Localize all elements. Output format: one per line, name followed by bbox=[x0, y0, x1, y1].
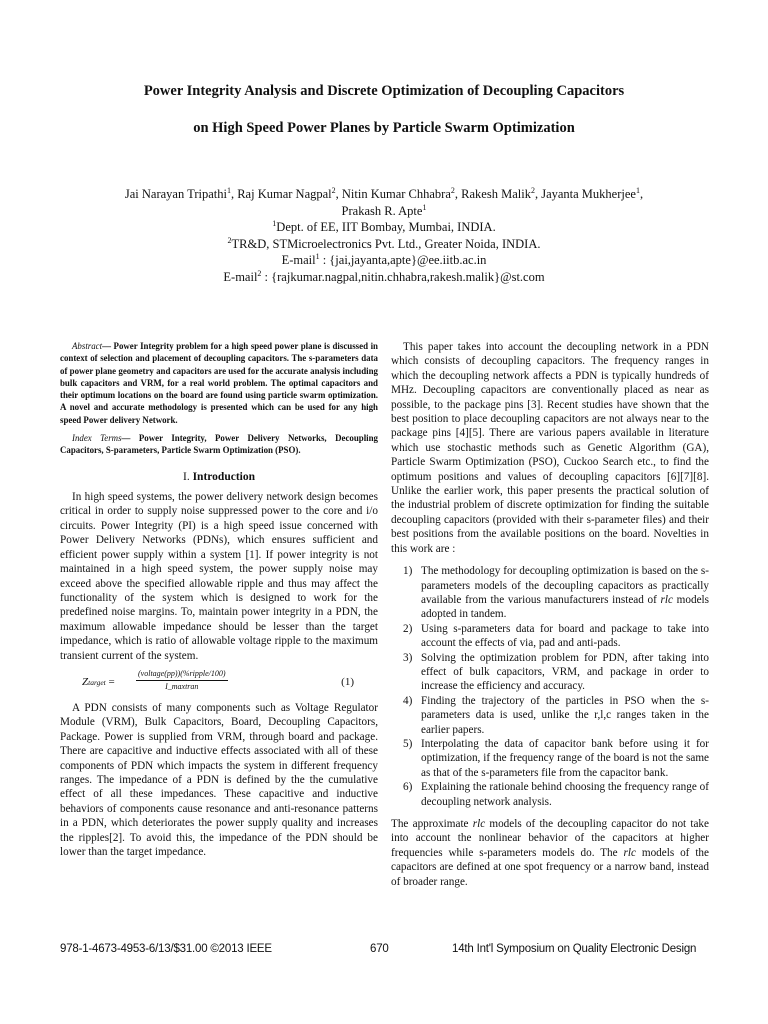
list-item: 4) Finding the trajectory of the particles in PSO when the s-parameters data is used, unlike the r,l,c ranges taken in the earlier papers. bbox=[403, 694, 709, 736]
author-list-line-2: Prakash R. Apte$^1$ bbox=[341, 202, 427, 218]
email-2: E-mail$^2$ : {rajkumar.nagpal,nitin.chhabra,rakesh.malik}@st.com bbox=[223, 268, 545, 284]
list-item: 5) Interpolating the data of capacitor bank before using it for optimization, if the frequency range of the board is not the same as that of the s-parameters file from the capacitor bank. bbox=[403, 737, 709, 779]
affiliation-2: $^2$TR&D, STMicroelectronics Pvt. Ltd., Greater Noida, INDIA. bbox=[227, 235, 541, 251]
right-paragraph-1: This paper takes into account the decoupling network in a PDN which consists of decoupling capacitors. The frequency ranges in which the decoupling network affects a PDN is typically hundreds of MHz. Decoupling capacitors are conventionally placed as near as possible, to the package pins [3]. Recent studies have shown that the best position to place decoupling capacitors are not always near to the package pins [4][5]. There are various papers available in literature which use stochastic methods such as Genetic Algorithm (GA), Particle Swarm Optimization (PSO), Cuckoo Search etc., to find the optimum positions and values of decoupling capacitors [6][7][8]. Unlike the earlier work, this paper presents the practical solution of the industrial problem of discrete optimization for finding the suitable decoupling capacitors (provided with their s-parameter files) and their best positions from the available positions on the board. Novelties in this work are : bbox=[391, 341, 709, 555]
right-paragraph-2: The approximate rlc models of the decoupling capacitor do not take into account the nonlinear behavior of the capacitors at higher frequencies while s-parameters models do. The rlc models of the capacitors are defined at one spot frequency or a narrow band, instead of broader range. bbox=[391, 818, 709, 888]
footer-isbn: 978-1-4673-4953-6/13/$31.00 ©2013 IEEE bbox=[60, 943, 272, 955]
equation-lhs: Ztarget = bbox=[82, 675, 115, 688]
novelties-list bbox=[391, 564, 709, 809]
paper-title-line-1: Power Integrity Analysis and Discrete Optimization of Decoupling Capacitors bbox=[143, 83, 625, 99]
paper-title-line-2: on High Speed Power Planes by Particle Swarm Optimization bbox=[193, 120, 575, 136]
email-1: E-mail$^1$ : {jai,jayanta,apte}@ee.iitb.ac.in bbox=[281, 251, 487, 267]
footer-venue: 14th Int'l Symposium on Quality Electronic Design bbox=[452, 943, 697, 955]
author-block bbox=[40, 186, 728, 285]
left-column bbox=[60, 340, 378, 859]
list-item: 3) Solving the optimization problem for PDN, after taking into effect of bulk capacitors, VRM, and package in order to increase the efficiency and accuracy. bbox=[403, 651, 709, 693]
author-list-line-1: Jai Narayan Tripathi$^1$, Raj Kumar Nagpal$^2$, Nitin Kumar Chhabra$^2$, Rakesh Malik$^2$, Jayanta Mukherjee$^1$, bbox=[124, 185, 644, 201]
intro-paragraph-1: In high speed systems, the power delivery network design becomes critical in order to supply noise suppressed power to the core and i/o circuits. Power Integrity (PI) is a high speed issue concerned with Power Delivery Networks (PDNs), which ensures sufficient and efficient power supply within a system [1]. If power integrity is not maintained in a high speed system, the power supply noise may exceed above the specified allowable ripple and thus may affect the functionality of the system which is designed to work for the predefined noise margins. To, maintain power integrity in a PDN, the maximum allowable impedance should be lesser than the target impedance, which is ratio of allowable voltage ripple to the maximum transient current of the system. bbox=[60, 491, 378, 662]
footer-page-number: 670 bbox=[370, 943, 389, 955]
equation-number: (1) bbox=[341, 675, 354, 688]
affiliation-1: $^1$Dept. of EE, IIT Bombay, Mumbai, INDIA. bbox=[272, 218, 496, 234]
abstract: Abstract— Power Integrity problem for a high speed power plane is discussed in context of selection and placement of decoupling capacitors. The s-parameters data of power plane geometry and capacitors are used for the accurate analysis including bulk capacitors and VRM, for a real world problem. The optimal capacitors and their optimum locations on the board are found using particle swarm optimization. A novel and accurate methodology is presented which can be used for any high speed Power delivery Network. bbox=[60, 341, 378, 425]
equation-fraction bbox=[136, 669, 228, 692]
section-heading-introduction: I. Introduction bbox=[182, 470, 255, 483]
list-item: 2) Using s-parameters data for board and package to take into account the effects of via, pad and anti-pads. bbox=[403, 622, 709, 650]
index-terms: Index Terms— Power Integrity, Power Delivery Networks, Decoupling Capacitors, S-parameters, Particle Swarm Optimization (PSO). bbox=[60, 433, 378, 456]
intro-paragraph-2: A PDN consists of many components such as Voltage Regulator Module (VRM), Bulk Capacitors, Board, Decoupling Capacitors, Package. Power is supplied from VRM, through board and package. There are capacitive and inductive effects associated with all of these components of PDN which impacts the system in different frequency ranges. The impedance of a PDN is defined by the the cumulative effect of all these impedances. These capacitive and inductive behaviors of components cause resonance and anti-resonance patterns in a PDN, which deteriorates the power supply quality and increases the ripples[2]. To avoid this, the impedance of the PDN should be lower than the target impedance. bbox=[60, 701, 378, 859]
equation-denominator: I_maxtran bbox=[165, 681, 199, 691]
equation-numerator: (voltage(pp))(%ripple/100) bbox=[136, 669, 228, 681]
right-column bbox=[391, 340, 709, 889]
equation-target-impedance bbox=[60, 669, 378, 695]
list-item: 1) The methodology for decoupling optimization is based on the s-parameters models of the decoupling capacitors as practically available from the various manufacturers instead of rlc models adopted in tandem. bbox=[403, 565, 709, 621]
list-item: 6) Explaining the rationale behind choosing the frequency range of decoupling network analysis. bbox=[403, 781, 709, 808]
